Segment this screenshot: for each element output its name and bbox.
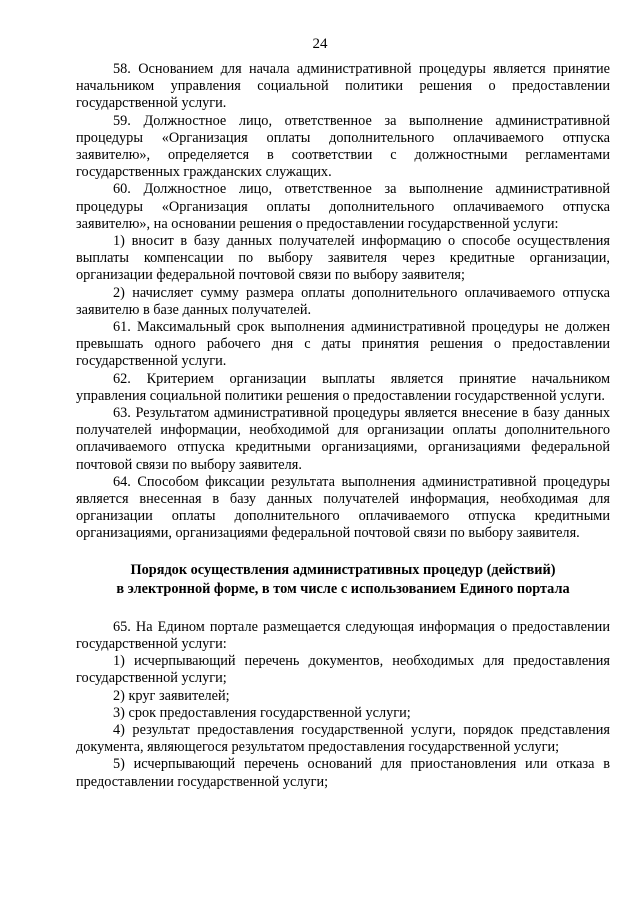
paragraph: 62. Критерием организации выплаты является принятие начальником управления социальной политики решения о предоставлении государственной услуги. bbox=[76, 370, 610, 404]
paragraph: 1) исчерпывающий перечень документов, необходимых для предоставления государственной услуги; bbox=[76, 653, 610, 687]
paragraph: 64. Способом фиксации результата выполнения административной процедуры является внесенная в базу данных получателей информация, необходимая для организации оплаты дополнительного оплачиваемого отпуска кредитными организациями, организациями федеральной почтовой связи по выбору заявителя. bbox=[76, 473, 610, 542]
document-body bbox=[76, 61, 610, 791]
paragraph: 63. Результатом административной процедуры является внесение в базу данных получателей информации, необходимой для организации оплаты дополнительного оплачиваемого отпуска кредитными организациями, организациями федеральной почтовой связи по выбору заявителя. bbox=[76, 405, 610, 473]
paragraph: 65. На Едином портале размещается следующая информация о предоставлении государственной услуги: bbox=[76, 618, 610, 652]
paragraph: 58. Основанием для начала административной процедуры является принятие начальником управления социальной политики решения о предоставлении государственной услуги. bbox=[76, 61, 610, 112]
paragraph: 1) вносит в базу данных получателей информацию о способе осуществления выплаты компенсации по выбору заявителя через кредитные организации, организации федеральной почтовой связи по выбору заявителя; bbox=[76, 233, 610, 284]
paragraph: 60. Должностное лицо, ответственное за выполнение административной процедуры «Организация оплаты дополнительного оплачиваемого отпуска заявителю», на основании решения о предоставлении государственной услуги: bbox=[76, 181, 610, 232]
heading-line-1: Порядок осуществления административных процедур (действий) bbox=[130, 561, 556, 578]
heading-line-2: в электронной форме, в том числе с использованием Единого портала bbox=[116, 580, 570, 597]
paragraph: 2) начисляет сумму размера оплаты дополнительного оплачиваемого отпуска заявителю в базе данных получателей. bbox=[76, 284, 610, 318]
paragraph: 5) исчерпывающий перечень оснований для приостановления или отказа в предоставлении государственной услуги; bbox=[76, 756, 610, 790]
section-heading bbox=[76, 561, 610, 599]
section-bottom bbox=[76, 619, 610, 791]
page-number: 24 bbox=[312, 36, 328, 52]
paragraph: 61. Максимальный срок выполнения административной процедуры не должен превышать одного рабочего дня с даты принятия решения о предоставлении государственной услуги. bbox=[76, 319, 610, 370]
paragraph: 4) результат предоставления государственной услуги, порядок представления документа, являющегося результатом предоставления государственной услуги; bbox=[76, 721, 610, 756]
paragraph: 59. Должностное лицо, ответственное за выполнение административной процедуры «Организация оплаты дополнительного оплачиваемого отпуска заявителю», определяется в соответствии с должностными регламентами государственных гражданских служащих. bbox=[76, 112, 610, 181]
section-top bbox=[76, 61, 610, 543]
paragraph: 3) срок предоставления государственной услуги; bbox=[113, 704, 411, 721]
paragraph: 2) круг заявителей; bbox=[113, 687, 230, 704]
